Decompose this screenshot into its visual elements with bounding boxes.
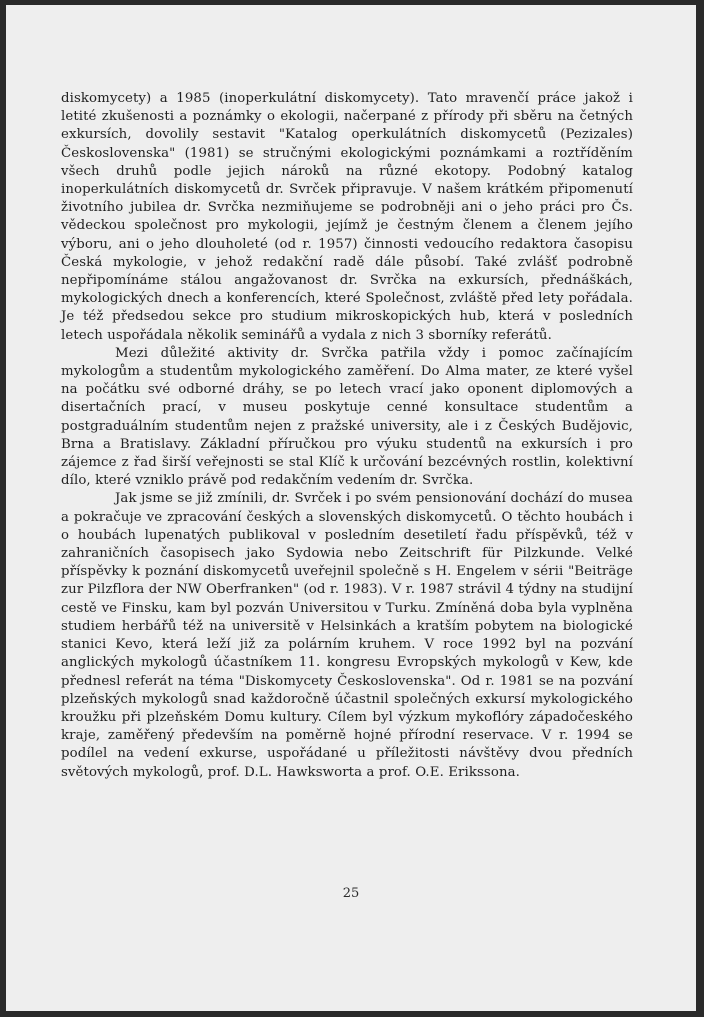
paragraph-2: Mezi důležité aktivity dr. Svrčka patřila vždy i pomoc začínajícím mykologům a studentům mykologického zaměření. Do Alma mater, ze které vyšel na počátku své odborné dráhy, se po letech vrací jako oponent diplomových a disertačních prací, v museu poskytuje cenné konsultace studentům a postgraduálním studentům nejen z pražské university, ale i z Českých Budějovic, Brna a Bratislavy. Základní příručkou pro výuku studentů na exkursích i pro zájemce z řad širší veřejnosti se stal Klíč k určování bezcévných rostlin, kolektivní dílo, které vzniklo právě pod redakčním vedením dr. Svrčka. (61, 345, 633, 489)
paragraph-3: Jak jsme se již zmínili, dr. Svrček i po svém pensionování dochází do musea a pokračuje ve zpracování českých a slovenských diskomycetů. O těchto houbách i o houbách lupenatých publikoval v posledním desetiletí řadu příspěvků, též v zahraničních časopisech jako Sydowia nebo Zeitschrift für Pilzkunde. Velké příspěvky k poznání diskomycetů uveřejnil společně s H. Engelem v sérii "Beiträge zur Pilzflora der NW Oberfranken" (od r. 1983). V r. 1987 strávil 4 týdny na studijní cestě ve Finsku, kam byl pozván Universitou v Turku. Zmíněná doba byla vyplněna studiem herbářů též na universitě v Helsinkách a kratším pobytem na biologické stanici Kevo, která leží již za polárním kruhem. V roce 1992 byl na pozvání anglických mykologů účastníkem 11. kongresu Evropských mykologů v Kew, kde přednesl referát na téma "Diskomycety Československa". Od r. 1981 se na pozvání plzeňských mykologů snad každoročně účastnil společných exkursí mykologického kroužku při plzeňském Domu kultury. Cílem byl výzkum mykoflóry západočeského kraje, zaměřený především na poměrně hojné přírodní reservace. V r. 1994 se podílel na vedení exkurse, uspořádané u příležitosti návštěvy dvou předních světových mykologů, prof. D.L. Hawksworta a prof. O.E. Erikssona. (61, 491, 633, 780)
body-text (61, 90, 633, 782)
paragraph-1: diskomycety) a 1985 (inoperkulátní diskomycety). Tato mravenčí práce jakož i letité zkušenosti a poznámky o ekologii, načerpané z přírody při sběru na četných exkursích, dovolily sestavit "Katalog operkulátních diskomycetů (Pezizales) Československa" (1981) se stručnými ekologickými poznámkami a roztříděním všech druhů podle jejich nároků na různé ekotopy. Podobný katalog inoperkulátních diskomycetů dr. Svrček připravuje. V našem krátkém připomenutí životního jubilea dr. Svrčka nezmiňujeme se podrobněji ani o jeho práci pro Čs. vědeckou společnost pro mykologii, jejímž je čestným členem a členem jejího výboru, ani o jeho dlouholeté (od r. 1957) činnosti vedoucího redaktora časopisu Česká mykologie, v jehož redakční radě dále působí. Také zvlášť podrobně nepřipomínáme stálou angažovanost dr. Svrčka na exkursích, přednáškách, mykologických dnech a konferencích, které Společnost, zvláště před lety pořádala. Je též předsedou sekce pro studium mikroskopických hub, která v posledních letech uspořádala několik seminářů a vydala z nich 3 sborníky referátů. (61, 91, 633, 343)
page-number: 25 (342, 886, 360, 901)
document-page (6, 5, 696, 1011)
